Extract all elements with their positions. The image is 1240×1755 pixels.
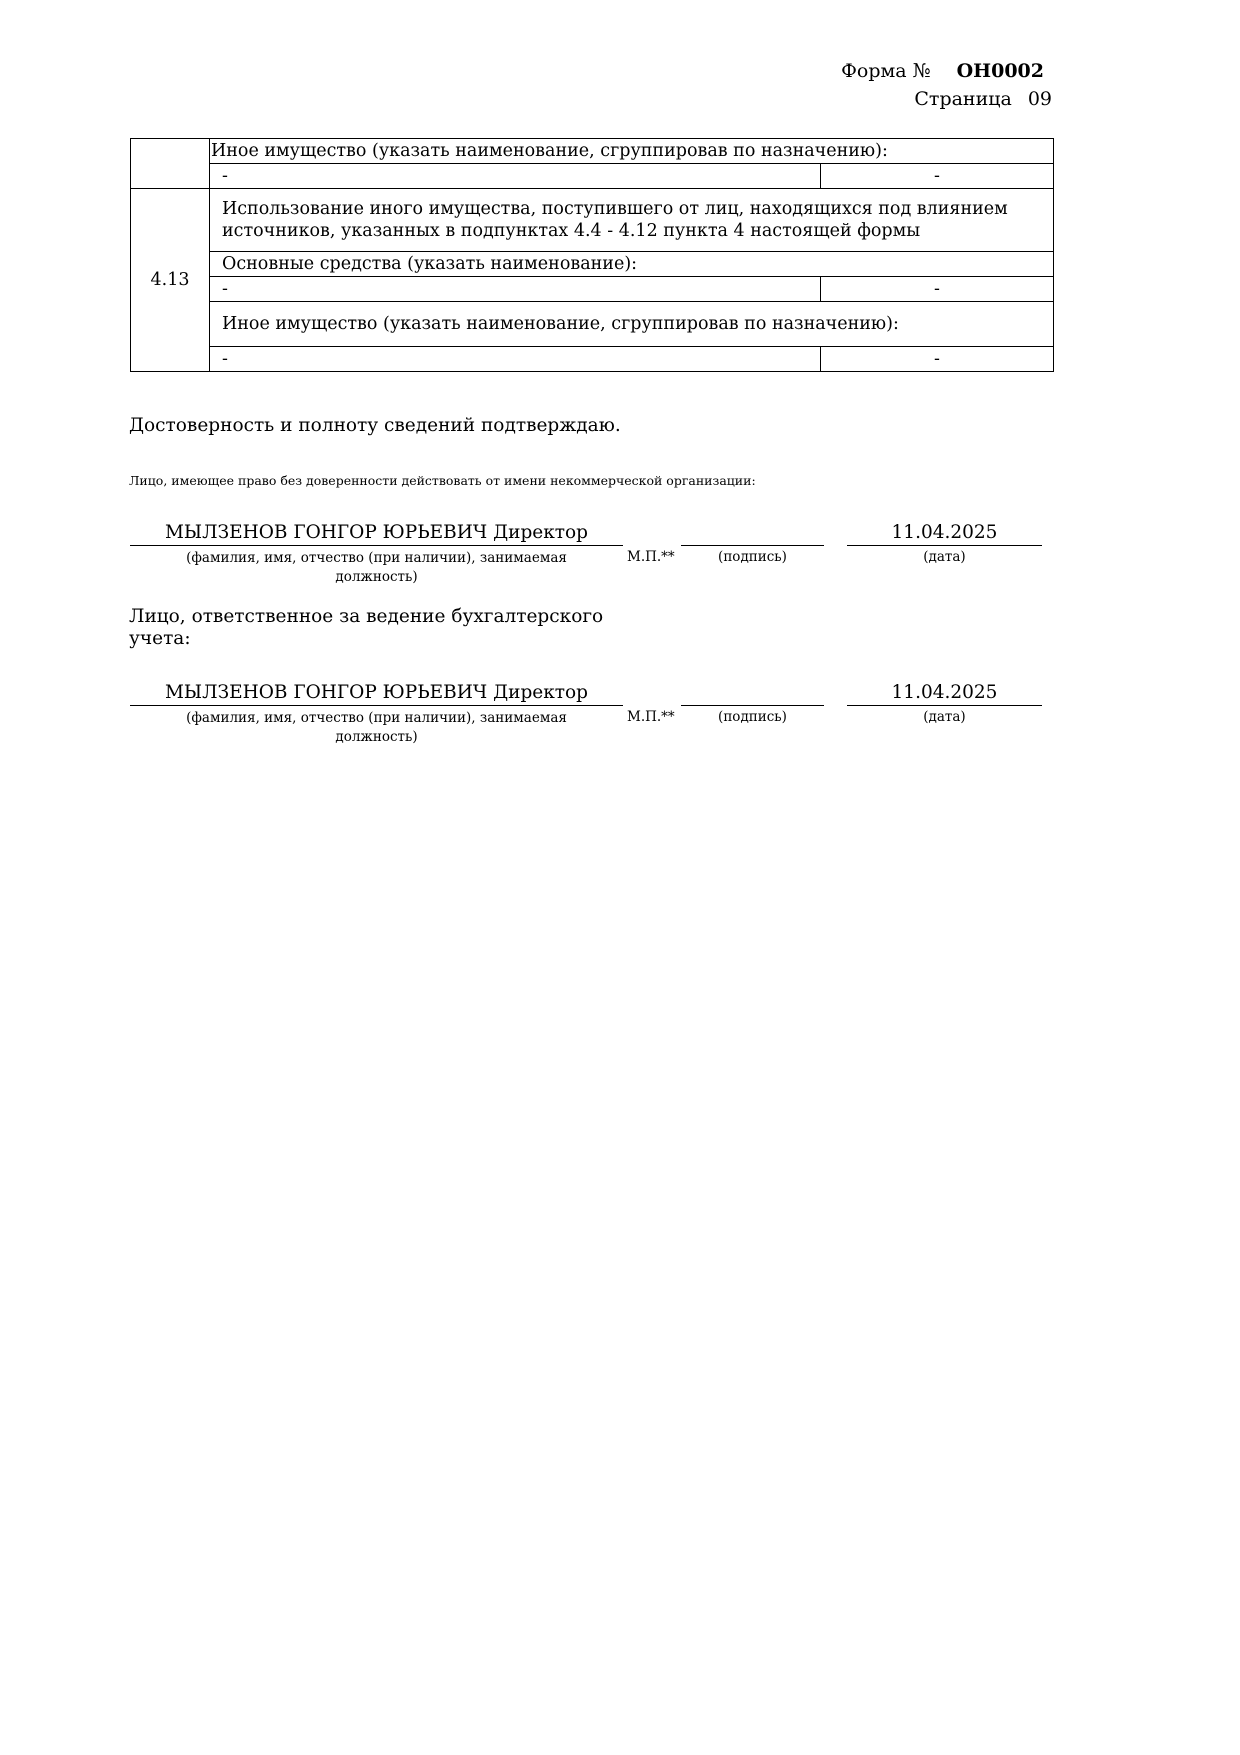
table-row (131, 252, 1054, 277)
value-cell-left: - (210, 164, 821, 189)
signer-name: МЫЛЗЕНОВ ГОНГОР ЮРЬЕВИЧ Директор (130, 681, 623, 706)
table-row (131, 347, 1054, 372)
item-title: Использование иного имущества, поступившего от лиц, находящихся под влиянием источников, указанных в подпунктах 4.4 - 4.12 пункта 4 настоящей формы (210, 189, 1054, 252)
page-label: Страница (914, 88, 1012, 110)
authorized-person-caption: Лицо, имеющее право без доверенности действовать от имени некоммерческой организации: (129, 473, 756, 488)
value-cell-right: - (821, 164, 1054, 189)
signature-caption: (подпись) (718, 549, 787, 565)
stamp-mark: М.П.** (627, 709, 675, 725)
item-number-cell: 4.13 (131, 189, 210, 372)
stamp-mark: М.П.** (627, 549, 675, 565)
page-number: 09 (1027, 88, 1052, 110)
fixed-assets-label: Основные средства (указать наименование): (210, 252, 1054, 277)
value-cell-right: - (821, 347, 1054, 372)
signature-line (681, 681, 824, 706)
accountant-caption: Лицо, ответственное за ведение бухгалтерского учета: (129, 606, 604, 649)
sign-date: 11.04.2025 (847, 681, 1042, 706)
value-cell-right: - (821, 277, 1054, 302)
date-caption: (дата) (923, 549, 966, 565)
sign-date: 11.04.2025 (847, 521, 1042, 546)
signer-name: МЫЛЗЕНОВ ГОНГОР ЮРЬЕВИЧ Директор (130, 521, 623, 546)
form-number: ОН0002 (956, 60, 1044, 82)
item-number-cell (131, 139, 210, 189)
confirmation-statement: Достоверность и полноту сведений подтверждаю. (129, 415, 621, 436)
value-cell-left: - (210, 347, 821, 372)
form-number-header (841, 60, 1044, 82)
signature-caption: (подпись) (718, 709, 787, 725)
date-caption: (дата) (923, 709, 966, 725)
table-row (131, 139, 1054, 164)
table-row (131, 277, 1054, 302)
other-property-label: Иное имущество (указать наименование, сгруппировав по назначению): (210, 139, 1054, 164)
signer-name-caption: (фамилия, имя, отчество (при наличии), занимаемая должность) (186, 710, 567, 745)
report-table (130, 138, 1054, 372)
signer-name-caption: (фамилия, имя, отчество (при наличии), занимаемая должность) (186, 550, 567, 585)
table-row (131, 189, 1054, 252)
authorized-signature-block (130, 521, 1054, 591)
other-property-label: Иное имущество (указать наименование, сгруппировав по назначению): (210, 302, 1054, 347)
table-row (131, 302, 1054, 347)
table-row (131, 164, 1054, 189)
page-number-header (914, 88, 1052, 110)
accountant-signature-block (130, 681, 1054, 751)
signature-line (681, 521, 824, 546)
form-label: Форма № (841, 60, 931, 82)
value-cell-left: - (210, 277, 821, 302)
